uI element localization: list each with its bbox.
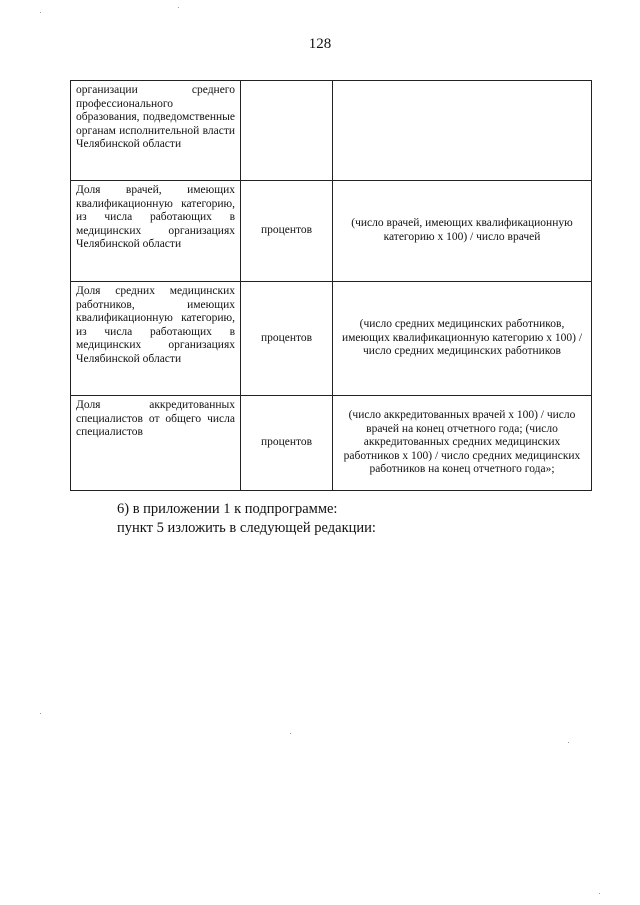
formula-cell — [333, 81, 592, 181]
amendment-instruction: пункт 5 изложить в следующей редакции: — [117, 520, 376, 536]
table-row — [71, 81, 592, 181]
table-row — [71, 396, 592, 491]
unit-cell: процентов — [241, 396, 333, 491]
unit-cell — [241, 81, 333, 181]
formula-cell: (число аккредитованных врачей х 100) / число врачей на конец отчетного года; (число аккредитованных средних медицинских работников х 100) / число средних медицинских работников на конец отчетного года»; — [333, 396, 592, 491]
table-row — [71, 181, 592, 282]
indicator-name-cell: организации среднего профессионального образования, подведомственные органам исполнительной власти Челябинской области — [71, 81, 241, 181]
scan-speck — [40, 713, 41, 714]
scan-speck — [40, 12, 41, 13]
scan-speck — [568, 742, 569, 743]
indicator-name-cell: Доля средних медицинских работников, имеющих квалификационную категорию, из числа работающих в медицинских организациях Челябинской области — [71, 282, 241, 396]
formula-cell: (число врачей, имеющих квалификационную категорию х 100) / число врачей — [333, 181, 592, 282]
indicator-name-cell: Доля аккредитованных специалистов от общего числа специалистов — [71, 396, 241, 491]
unit-cell: процентов — [241, 181, 333, 282]
amendment-line: 6) в приложении 1 к подпрограмме: — [117, 501, 338, 517]
indicator-name-cell: Доля врачей, имеющих квалификационную категорию, из числа работающих в медицинских организациях Челябинской области — [71, 181, 241, 282]
page-number: 128 — [308, 36, 332, 52]
scan-speck — [599, 893, 600, 894]
formula-cell: (число средних медицинских работников, имеющих квалификационную категорию х 100) / число средних медицинских работников — [333, 282, 592, 396]
indicators-table — [70, 80, 592, 491]
scan-speck — [178, 7, 179, 8]
table-row — [71, 282, 592, 396]
scan-speck — [290, 733, 291, 734]
unit-cell: процентов — [241, 282, 333, 396]
